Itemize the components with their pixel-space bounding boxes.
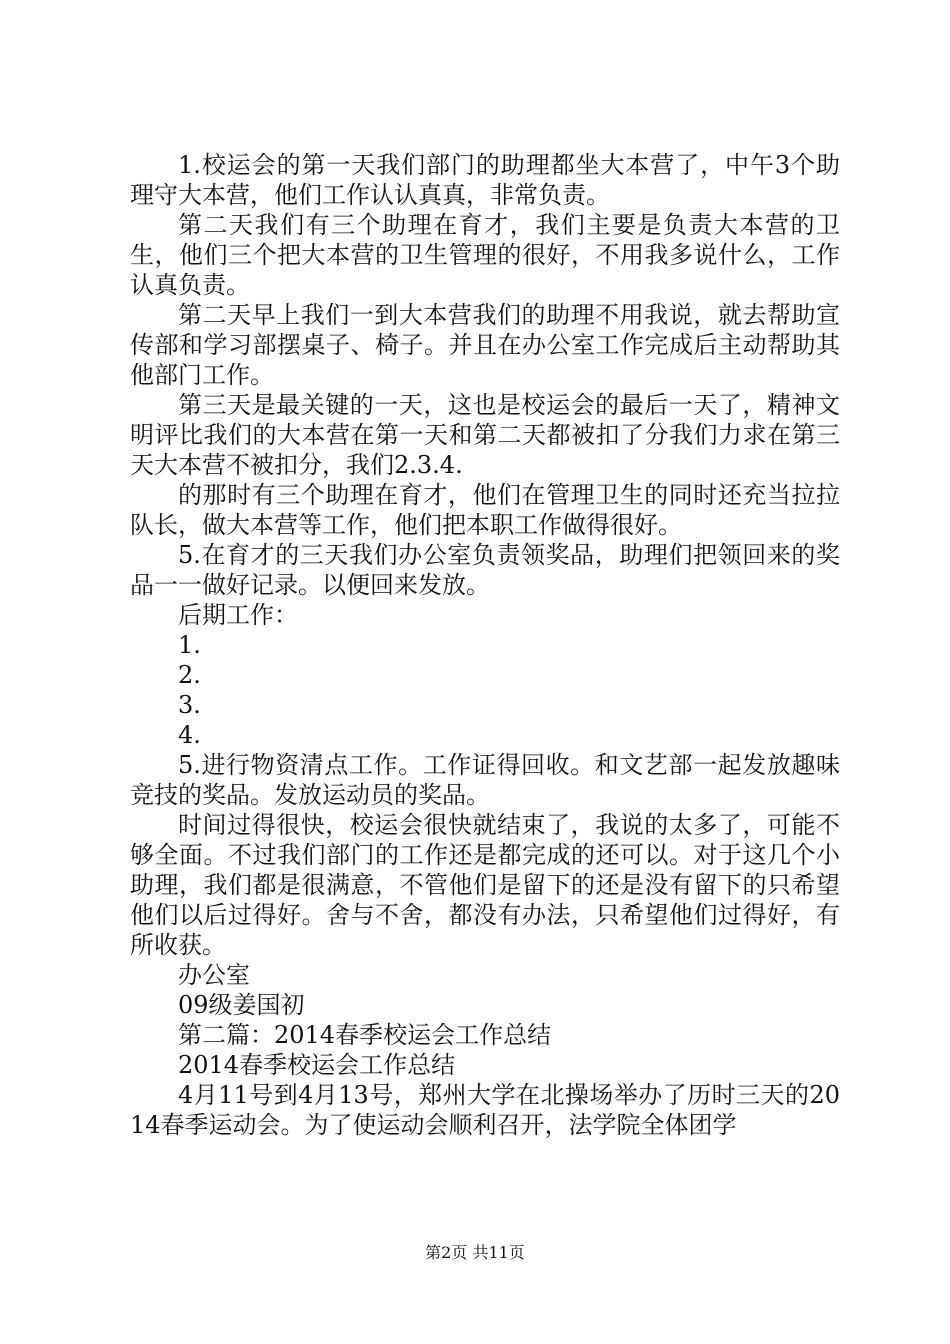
paragraph: 时间过得很快，校运会很快就结束了，我说的太多了，可能不够全面。不过我们部门的工作还是都完成的还可以。对于这几个小助理，我们都是很满意，不管他们是留下的还是没有留下的只希望他们以后过得好。舍与不舍，都没有办法，只希望他们过得好，有所收获。 [130,811,840,959]
paragraph: 第二天早上我们一到大本营我们的助理不用我说，就去帮助宣传部和学习部摆桌子、椅子。并且在办公室工作完成后主动帮助其他部门工作。 [130,301,840,389]
paragraph: 第三天是最关键的一天，这也是校运会的最后一天了，精神文明评比我们的大本营在第一天和第二天都被扣了分我们力求在第三天大本营不被扣分，我们2.3.4. [130,391,840,479]
article-title: 2014春季校运会工作总结 [178,1051,456,1079]
list-item: 1. [178,631,201,659]
signature-department: 办公室 [178,961,250,989]
paragraph: 4月11号到4月13号，郑州大学在北操场举办了历时三天的2014春季运动会。为了使运动会顺利召开，法学院全体团学 [130,1081,840,1139]
list-item: 2. [178,661,201,689]
section-heading: 后期工作： [178,601,298,629]
paragraph: 的那时有三个助理在育才，他们在管理卫生的同时还充当拉拉队长，做大本营等工作，他们把本职工作做得很好。 [130,481,840,539]
list-item: 4. [178,721,201,749]
chapter-title: 第二篇：2014春季校运会工作总结 [178,1021,552,1049]
page-number-footer: 第2页 共11页 [425,1243,525,1262]
paragraph: 5.进行物资清点工作。工作证得回收。和文艺部一起发放趣味竞技的奖品。发放运动员的奖品。 [130,751,840,809]
paragraph: 第二天我们有三个助理在育才，我们主要是负责大本营的卫生，他们三个把大本营的卫生管理的很好，不用我多说什么，工作认真负责。 [130,211,840,299]
paragraph: 1.校运会的第一天我们部门的助理都坐大本营了，中午3个助理守大本营，他们工作认认真真，非常负责。 [130,151,840,209]
list-item: 3. [178,691,201,719]
signature-author: 09级姜国初 [178,991,305,1019]
document-body [130,150,840,1140]
paragraph: 5.在育才的三天我们办公室负责领奖品，助理们把领回来的奖品一一做好记录。以便回来发放。 [130,541,840,599]
